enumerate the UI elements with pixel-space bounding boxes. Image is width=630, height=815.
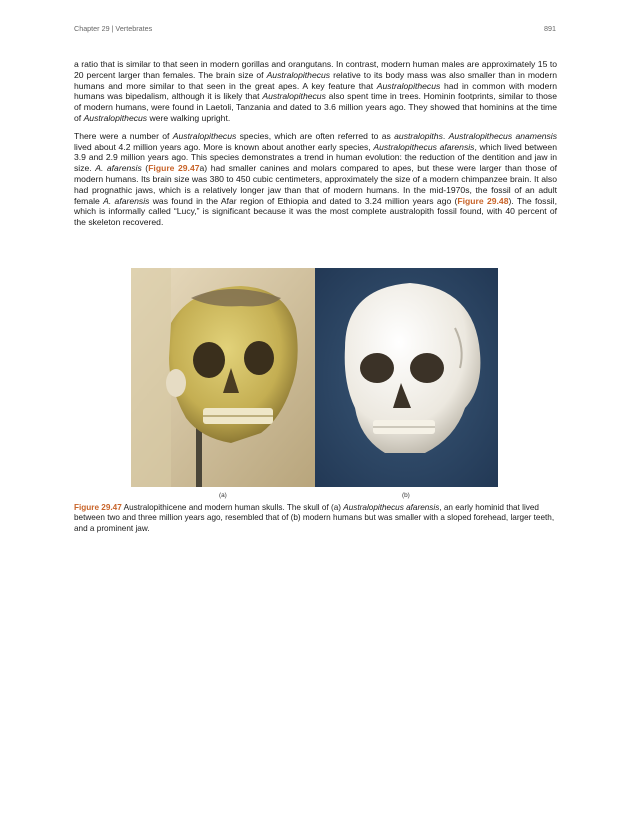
italic-term: A. afarensis [95,163,142,174]
italic-term: Australopithecus [376,80,441,91]
text-run: also spent time in trees. Hominin footprints, similar to those of modern humans, were found in Laetoli, Tanzania and dated to 3.6 million years ago. They showed that hominins at the time of [74,91,557,123]
figure-label-b: (b) [402,492,410,499]
text-run: species, which are often referred to as [236,130,395,141]
text-run: ( [141,163,149,174]
figure-number: Figure 29.47 [74,503,122,512]
text-run: ). The fossil, which is informally called “Lucy,” is significant because it was the most complete australopith fossil found, with 40 percent of the skeleton recovered. [74,195,557,228]
text-run: lived about 4.2 million years ago. More is known about another early species, [74,141,374,152]
page-number: 891 [544,24,556,33]
text-run: relative to its body mass was also smaller than in modern humans and more similar to that seen in the great apes. A key feature that [74,69,557,91]
figure-link[interactable]: Figure 29.48 [457,195,509,206]
text-run: , an early hominid that lived between two and three million years ago, resembled that of (b) modern humans but was smaller with a sloped forehead, larger teeth, and a prominent jaw. [74,503,555,533]
italic-term: Australopithecus [172,130,237,141]
figure-link[interactable]: Figure 29.47 [148,163,200,174]
italic-term: Australopithecus [83,112,148,123]
text-run: a ratio that is similar to that seen in modern gorillas and orangutans. In contrast, modern human males are approximately 15 to 20 percent larger than females. The brain size of [74,59,557,80]
modern-human-skull-photo [315,268,498,487]
page-header [74,24,556,36]
italic-term: Australopithecus [262,91,326,102]
text-run: Australopithicene and modern human skulls. The skull of (a) [121,503,344,512]
paragraph-2 [74,131,557,228]
italic-term: Australopithecus anamensis [448,130,557,141]
australopithecus-skull-photo [131,268,315,487]
text-run: , which lived between 3.9 and 2.9 million years ago. This species demonstrates a trend in human evolution: the reduction of the dentition and jaw in size. [74,141,557,174]
italic-term: Australopithecus afarensis [343,503,440,512]
text-run: was found in the Afar region of Ethiopia and dated to 3.24 million years ago ( [149,195,458,206]
figure-caption [74,503,557,534]
chapter-title: Chapter 29 | Vertebrates [74,24,153,33]
italic-term: australopiths [394,130,443,141]
figure-29-47 [131,268,498,487]
text-run: a) had smaller canines and molars compared to apes, but these were larger than those of modern humans. Its brain size was 380 to 450 cubic centimeters, approximately the size of a modern chimpanzee brain. It also had prognathic jaws, which is a relatively longer jaw than that of modern humans. In the mid-1970s, the fossil of an adult female [74,163,558,206]
body-text [74,59,557,235]
paragraph-1 [74,59,557,124]
text-run: . [442,130,449,141]
figure-label-a: (a) [219,492,227,499]
text-run: had in common with modern humans was bipedalism, although it is likely that [74,80,557,102]
italic-term: Australopithecus [266,69,331,80]
italic-term: Australopithecus afarensis [373,141,475,152]
italic-term: A. afarensis [103,195,150,206]
text-run: There were a number of [74,130,173,141]
text-run: were walking upright. [147,112,231,123]
